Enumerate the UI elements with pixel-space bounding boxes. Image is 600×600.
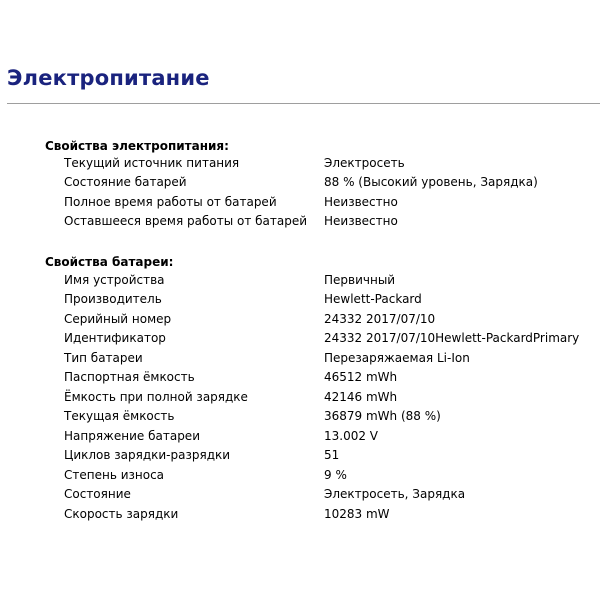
battery-row-device-name bbox=[0, 271, 600, 290]
row-value: 46512 mWh bbox=[324, 370, 398, 384]
row-label: Степень износа bbox=[64, 468, 165, 482]
row-value: 36879 mWh (88 %) bbox=[324, 409, 441, 423]
battery-row-identifier bbox=[0, 329, 600, 348]
battery-row-state bbox=[0, 485, 600, 504]
row-value: 24332 2017/07/10 bbox=[324, 312, 436, 326]
row-label: Полное время работы от батарей bbox=[64, 195, 277, 209]
row-value: 13.002 V bbox=[324, 429, 379, 443]
row-value: Электросеть bbox=[324, 156, 405, 170]
battery-row-wear-level bbox=[0, 466, 600, 485]
power-properties-heading: Свойства электропитания: bbox=[45, 139, 229, 153]
power-row-remaining-runtime bbox=[0, 212, 600, 231]
battery-row-manufacturer bbox=[0, 290, 600, 309]
power-row-battery-status bbox=[0, 173, 600, 192]
battery-row-serial-number bbox=[0, 310, 600, 329]
row-label: Тип батареи bbox=[64, 351, 143, 365]
row-label: Производитель bbox=[64, 292, 162, 306]
row-value: Первичный bbox=[324, 273, 396, 287]
row-label: Текущая ёмкость bbox=[64, 409, 175, 423]
battery-row-charge-rate bbox=[0, 505, 600, 524]
row-label: Ёмкость при полной зарядке bbox=[64, 390, 248, 404]
battery-row-cycle-count bbox=[0, 446, 600, 465]
row-value: Неизвестно bbox=[324, 214, 398, 228]
battery-row-current-capacity bbox=[0, 407, 600, 426]
row-value: 88 % (Высокий уровень, Зарядка) bbox=[324, 175, 538, 189]
row-label: Оставшееся время работы от батарей bbox=[64, 214, 308, 228]
power-row-current-source bbox=[0, 154, 600, 173]
battery-row-full-charge-capacity bbox=[0, 388, 600, 407]
row-value: Hewlett-Packard bbox=[324, 292, 422, 306]
title-divider bbox=[7, 103, 600, 104]
row-value: 42146 mWh bbox=[324, 390, 398, 404]
power-row-full-runtime bbox=[0, 193, 600, 212]
row-label: Циклов зарядки-разрядки bbox=[64, 448, 231, 462]
row-value: Неизвестно bbox=[324, 195, 398, 209]
row-label: Состояние bbox=[64, 487, 131, 501]
page-title: Электропитание bbox=[7, 66, 210, 90]
battery-properties-heading: Свойства батареи: bbox=[45, 255, 174, 269]
row-value: 10283 mW bbox=[324, 507, 390, 521]
row-value: 51 bbox=[324, 448, 340, 462]
row-label: Состояние батарей bbox=[64, 175, 187, 189]
row-label: Идентификатор bbox=[64, 331, 166, 345]
row-label: Текущий источник питания bbox=[64, 156, 240, 170]
row-label: Скорость зарядки bbox=[64, 507, 179, 521]
battery-row-battery-type bbox=[0, 349, 600, 368]
battery-row-design-capacity bbox=[0, 368, 600, 387]
row-value: Перезаряжаемая Li-Ion bbox=[324, 351, 470, 365]
row-label: Имя устройства bbox=[64, 273, 165, 287]
row-label: Паспортная ёмкость bbox=[64, 370, 195, 384]
row-label: Серийный номер bbox=[64, 312, 172, 326]
row-value: 9 % bbox=[324, 468, 347, 482]
row-value: Электросеть, Зарядка bbox=[324, 487, 466, 501]
battery-row-voltage bbox=[0, 427, 600, 446]
row-value: 24332 2017/07/10Hewlett-PackardPrimary bbox=[324, 331, 580, 345]
row-label: Напряжение батареи bbox=[64, 429, 200, 443]
